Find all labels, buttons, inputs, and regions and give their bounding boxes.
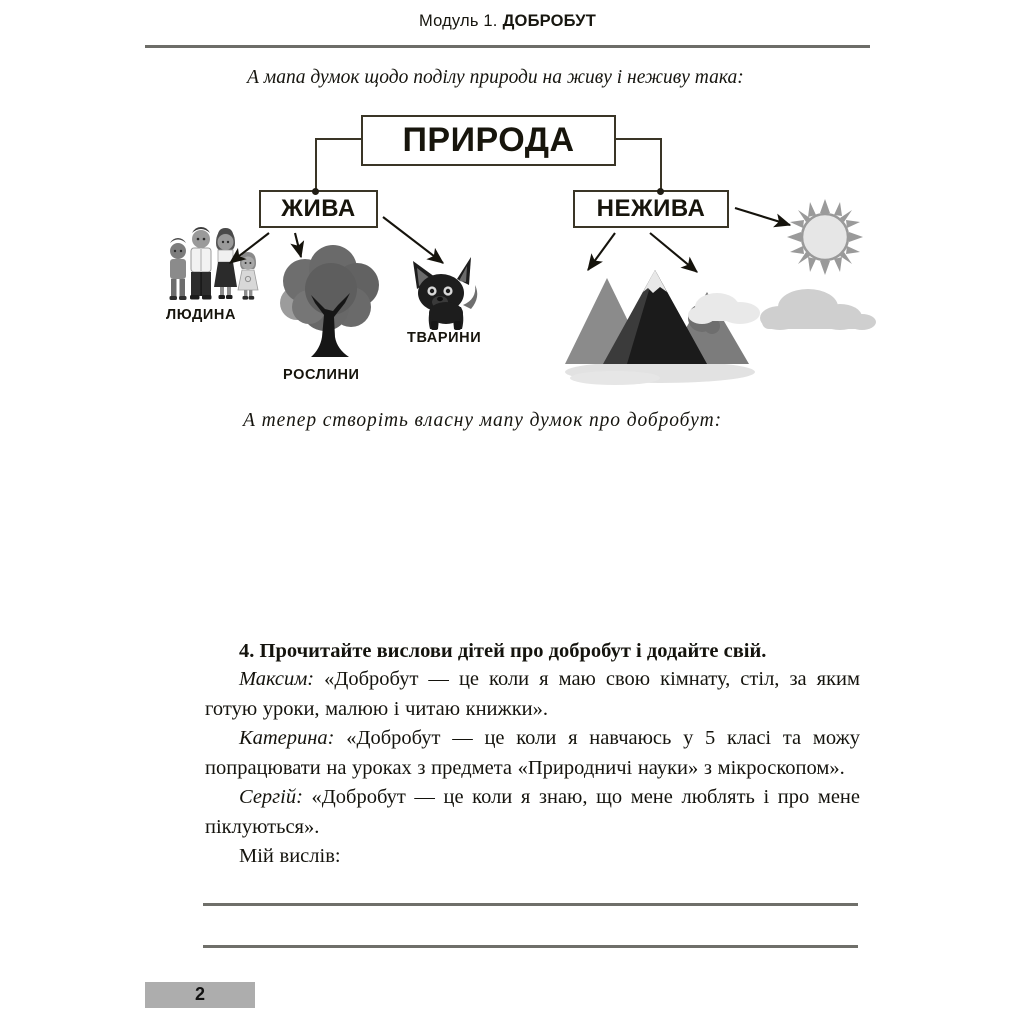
exercise-4-block <box>205 640 860 872</box>
page-number-badge <box>145 982 255 1008</box>
caption-human: ЛЮДИНА <box>166 307 237 323</box>
mindmap-node-nature-label: ПРИРОДА <box>402 121 575 159</box>
header-module-label: Модуль 1. <box>418 12 498 30</box>
page-number-value: 2 <box>194 984 205 1004</box>
header-title <box>145 12 870 31</box>
page-header <box>145 12 870 46</box>
connector-dot-right <box>657 188 664 195</box>
exercise-4-title: 4. Прочитайте вислови дітей про добробут і додайте свій. <box>239 640 767 662</box>
intro-text-mindmap: А мапа думок щодо поділу природи на живу і неживу така: <box>247 67 744 88</box>
mindmap-node-nonalive <box>573 190 729 228</box>
caption-animals: ТВАРИНИ <box>407 330 482 346</box>
quote-serhii-text: «Добробут — це коли я знаю, що мене люблять і про мене піклуються». <box>205 786 860 838</box>
quote-maksym <box>205 665 860 724</box>
quote-maksym-speaker: Максим: <box>239 668 315 690</box>
answer-write-line-1[interactable] <box>203 903 858 906</box>
header-module-title: ДОБРОБУТ <box>502 12 597 30</box>
nature-mind-map <box>145 105 885 395</box>
mindmap-node-alive-label: ЖИВА <box>281 195 356 222</box>
mindmap-node-alive <box>259 190 378 228</box>
answer-write-line-2[interactable] <box>203 945 858 948</box>
quote-serhii <box>205 783 860 842</box>
own-statement-prompt: Мій вислів: <box>239 845 341 867</box>
mindmap-node-nonalive-label: НЕЖИВА <box>596 195 706 222</box>
quote-kateryna-text: «Добробут — це коли я навчаюсь у 5 класі та можу попрацювати на уроках з предмета «Природничі науки» з мікроскопом». <box>205 727 860 779</box>
caption-plants: РОСЛИНИ <box>283 367 360 383</box>
connector-dot-left <box>312 188 319 195</box>
quote-maksym-text: «Добробут — це коли я маю свою кімнату, стіл, за яким готую уроки, малюю і читаю книжки». <box>205 668 860 720</box>
header-divider <box>145 45 870 48</box>
quote-serhii-speaker: Сергій: <box>239 786 303 808</box>
mindmap-node-nature <box>361 115 616 166</box>
quote-kateryna-speaker: Катерина: <box>239 727 335 749</box>
intro-text-own-map: А тепер створіть власну мапу думок про добробут: <box>243 410 723 431</box>
quote-kateryna <box>205 724 860 783</box>
